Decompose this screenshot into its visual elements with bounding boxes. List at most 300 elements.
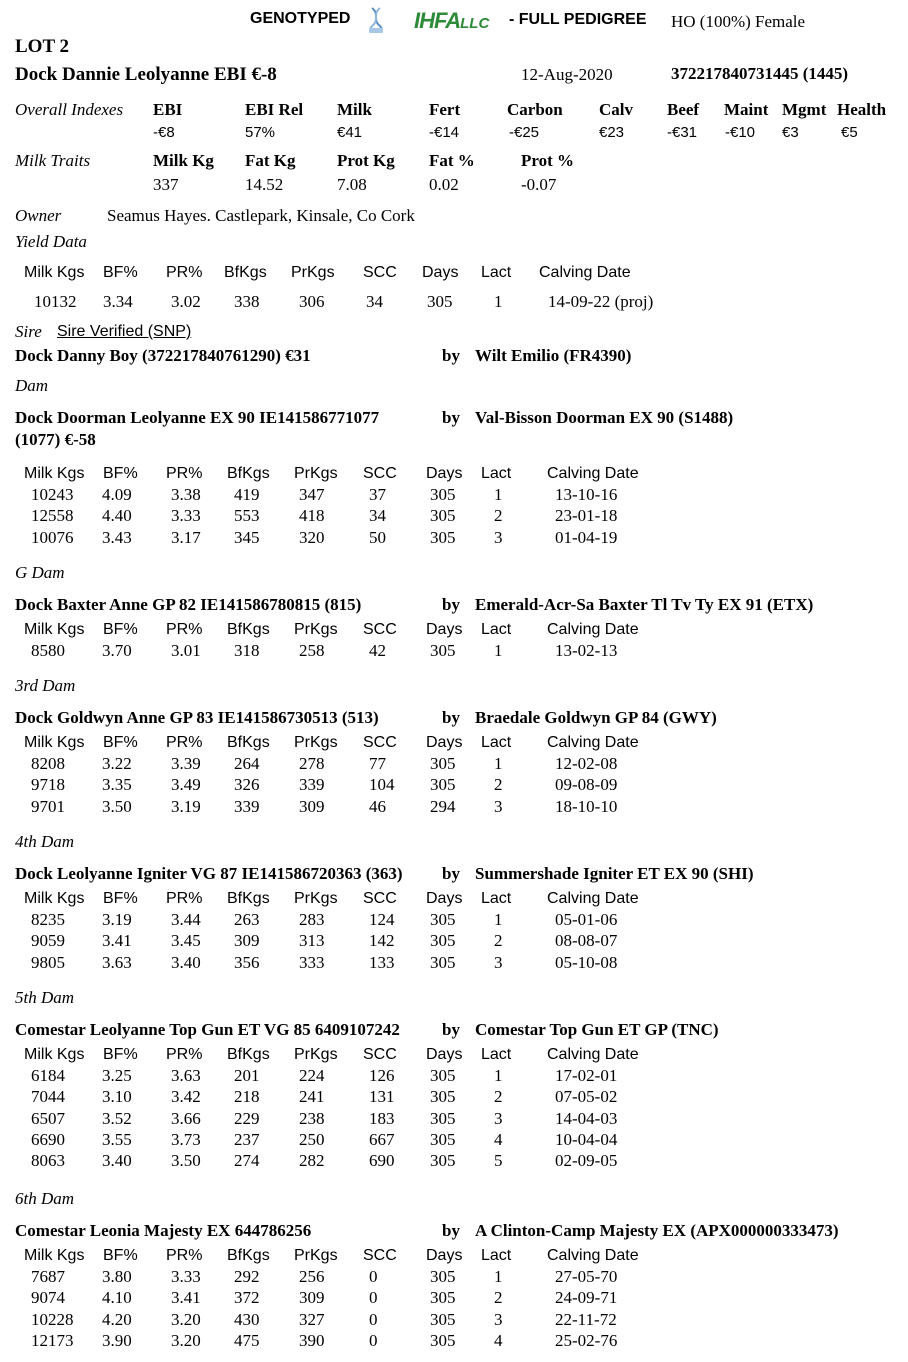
col-header-scc: SCC xyxy=(363,465,397,482)
milk-traits-label: Milk Traits xyxy=(15,151,91,170)
cell-pr-pct: 3.39 xyxy=(171,754,201,773)
cell-bf-kgs: 430 xyxy=(234,1310,260,1329)
trait-header: Fat Kg xyxy=(245,151,296,170)
index-header: Fert xyxy=(429,100,461,119)
index-value: -€31 xyxy=(667,124,698,141)
col-header-milk-kgs: Milk Kgs xyxy=(24,465,85,482)
cell-bf-pct: 3.80 xyxy=(102,1267,132,1286)
cell-pr-kgs: 320 xyxy=(299,528,325,547)
cell-scc: 133 xyxy=(369,953,395,972)
cell-lact: 1 xyxy=(494,292,503,311)
cell-bf-kgs: 338 xyxy=(234,292,260,311)
cell-calving-date: 10-04-04 xyxy=(555,1130,618,1149)
ancestor-label: 4th Dam xyxy=(15,832,75,851)
col-header-bf-pct: BF% xyxy=(103,1247,138,1264)
cell-pr-kgs: 256 xyxy=(299,1267,325,1286)
cell-calving-date: 07-05-02 xyxy=(555,1087,618,1106)
col-header-days: Days xyxy=(426,890,463,907)
trait-header: Prot Kg xyxy=(337,151,395,170)
cell-days: 305 xyxy=(430,1267,456,1286)
ancestor-parent: Comestar Top Gun ET GP (TNC) xyxy=(475,1020,719,1039)
cell-bf-kgs: 263 xyxy=(234,910,260,929)
cell-days: 305 xyxy=(430,1288,456,1307)
cell-lact: 1 xyxy=(494,1066,503,1085)
cell-bf-kgs: 264 xyxy=(234,754,260,773)
cell-milk-kgs: 8235 xyxy=(31,910,65,929)
cell-calving-date: 24-09-71 xyxy=(555,1288,618,1307)
col-header-calving-date: Calving Date xyxy=(547,465,639,482)
index-value: €23 xyxy=(599,124,625,141)
col-header-scc: SCC xyxy=(363,734,397,751)
col-header-lact: Lact xyxy=(481,1247,512,1264)
cell-scc: 690 xyxy=(369,1151,395,1170)
trait-value: 0.02 xyxy=(429,175,459,194)
cell-pr-kgs: 313 xyxy=(299,931,325,950)
cell-bf-pct: 3.43 xyxy=(102,528,132,547)
cell-bf-kgs: 229 xyxy=(234,1109,260,1128)
col-header-pr-kgs: PrKgs xyxy=(294,1247,338,1264)
ancestor-parent: Val-Bisson Doorman EX 90 (S1488) xyxy=(475,408,734,427)
cell-pr-kgs: 238 xyxy=(299,1109,325,1128)
index-header: EBI xyxy=(153,100,183,119)
index-value: -€25 xyxy=(509,124,540,141)
cell-bf-pct: 3.35 xyxy=(102,775,132,794)
col-header-pr-kgs: PrKgs xyxy=(294,734,338,751)
cell-pr-pct: 3.20 xyxy=(171,1331,201,1350)
cell-bf-kgs: 553 xyxy=(234,506,260,525)
index-value: -€14 xyxy=(429,124,460,141)
sire-parent: Wilt Emilio (FR4390) xyxy=(475,346,632,365)
cell-days: 305 xyxy=(430,1130,456,1149)
cell-pr-pct: 3.40 xyxy=(171,953,201,972)
cell-days: 305 xyxy=(430,1109,456,1128)
ancestor-name: Dock Goldwyn Anne GP 83 IE141586730513 (513) xyxy=(15,708,379,727)
cell-scc: 34 xyxy=(369,506,386,525)
cell-pr-kgs: 283 xyxy=(299,910,325,929)
animal-tag: 372217840731445 (1445) xyxy=(671,64,849,83)
ancestor-by: by xyxy=(442,708,460,727)
col-header-milk-kgs: Milk Kgs xyxy=(24,734,85,751)
cell-pr-kgs: 347 xyxy=(299,485,325,504)
col-header-milk-kgs: Milk Kgs xyxy=(24,1046,85,1063)
col-header-pr-pct: PR% xyxy=(166,1046,203,1063)
col-header-bf-pct: BF% xyxy=(103,1046,138,1063)
ancestor-parent: A Clinton-Camp Majesty EX (APX000000333473) xyxy=(475,1221,839,1240)
col-header-calving-date: Calving Date xyxy=(547,734,639,751)
cell-pr-kgs: 250 xyxy=(299,1130,325,1149)
cell-lact: 1 xyxy=(494,1267,503,1286)
cell-lact: 3 xyxy=(494,528,503,547)
cell-pr-pct: 3.38 xyxy=(171,485,201,504)
cell-days: 294 xyxy=(430,797,456,816)
col-header-calving-date: Calving Date xyxy=(539,264,631,281)
cell-bf-pct: 4.40 xyxy=(102,506,132,525)
cell-calving-date: 05-10-08 xyxy=(555,953,618,972)
cell-scc: 50 xyxy=(369,528,386,547)
cell-milk-kgs: 10228 xyxy=(31,1310,74,1329)
cell-pr-kgs: 390 xyxy=(299,1331,325,1350)
cell-calving-date: 02-09-05 xyxy=(555,1151,618,1170)
index-header: Maint xyxy=(724,100,769,119)
ancestor-label: 5th Dam xyxy=(15,988,75,1007)
cell-pr-pct: 3.20 xyxy=(171,1310,201,1329)
col-header-scc: SCC xyxy=(363,621,397,638)
cell-bf-pct: 3.50 xyxy=(102,797,132,816)
cell-bf-kgs: 237 xyxy=(234,1130,260,1149)
cell-pr-pct: 3.17 xyxy=(171,528,201,547)
cell-bf-kgs: 201 xyxy=(234,1066,260,1085)
col-header-pr-pct: PR% xyxy=(166,890,203,907)
col-header-bf-kgs: BfKgs xyxy=(224,264,267,281)
cell-milk-kgs: 10076 xyxy=(31,528,74,547)
col-header-bf-pct: BF% xyxy=(103,890,138,907)
cell-days: 305 xyxy=(430,485,456,504)
col-header-bf-kgs: BfKgs xyxy=(227,734,270,751)
col-header-bf-kgs: BfKgs xyxy=(227,890,270,907)
cell-scc: 0 xyxy=(369,1310,378,1329)
sire-name: Dock Danny Boy (372217840761290) €31 xyxy=(15,346,311,365)
cell-calving-date: 05-01-06 xyxy=(555,910,618,929)
cell-milk-kgs: 10132 xyxy=(34,292,77,311)
cell-lact: 3 xyxy=(494,953,503,972)
cell-calving-date: 25-02-76 xyxy=(555,1331,618,1350)
cell-milk-kgs: 6690 xyxy=(31,1130,65,1149)
cell-milk-kgs: 8580 xyxy=(31,641,65,660)
cell-bf-kgs: 345 xyxy=(234,528,260,547)
cell-days: 305 xyxy=(430,931,456,950)
col-header-lact: Lact xyxy=(481,621,512,638)
index-header: Milk xyxy=(337,100,372,119)
col-header-lact: Lact xyxy=(481,1046,512,1063)
col-header-days: Days xyxy=(422,264,459,281)
cell-scc: 42 xyxy=(369,641,386,660)
report-date: 12-Aug-2020 xyxy=(521,65,613,84)
trait-value: 337 xyxy=(153,175,179,194)
cell-calving-date: 27-05-70 xyxy=(555,1267,618,1286)
col-header-milk-kgs: Milk Kgs xyxy=(24,621,85,638)
sire-label: Sire xyxy=(15,322,42,341)
cell-lact: 4 xyxy=(494,1331,503,1350)
index-value: €5 xyxy=(841,124,858,141)
cell-pr-kgs: 418 xyxy=(299,506,325,525)
col-header-bf-kgs: BfKgs xyxy=(227,1247,270,1264)
cell-days: 305 xyxy=(430,775,456,794)
cell-scc: 0 xyxy=(369,1288,378,1307)
ancestor-name-cont: (1077) €-58 xyxy=(15,430,96,449)
col-header-pr-pct: PR% xyxy=(166,1247,203,1264)
col-header-scc: SCC xyxy=(363,890,397,907)
cell-pr-kgs: 278 xyxy=(299,754,325,773)
cell-pr-kgs: 224 xyxy=(299,1066,325,1085)
cell-days: 305 xyxy=(430,1066,456,1085)
col-header-pr-kgs: PrKgs xyxy=(294,1046,338,1063)
cell-calving-date: 17-02-01 xyxy=(555,1066,618,1085)
cell-calving-date: 14-09-22 (proj) xyxy=(548,292,654,311)
col-header-calving-date: Calving Date xyxy=(547,1046,639,1063)
ihfa-logo xyxy=(414,8,489,34)
col-header-calving-date: Calving Date xyxy=(547,1247,639,1264)
cell-pr-kgs: 333 xyxy=(299,953,325,972)
cell-scc: 37 xyxy=(369,485,386,504)
col-header-bf-pct: BF% xyxy=(103,264,138,281)
cell-pr-pct: 3.49 xyxy=(171,775,201,794)
col-header-scc: SCC xyxy=(363,1046,397,1063)
ancestor-by: by xyxy=(442,408,460,427)
ancestor-name: Comestar Leolyanne Top Gun ET VG 85 6409107242 xyxy=(15,1020,400,1039)
cell-milk-kgs: 6507 xyxy=(31,1109,65,1128)
cell-bf-pct: 3.40 xyxy=(102,1151,132,1170)
index-header: Health xyxy=(837,100,887,119)
cell-scc: 124 xyxy=(369,910,395,929)
col-header-lact: Lact xyxy=(481,264,512,281)
owner-label: Owner xyxy=(15,206,62,225)
col-header-milk-kgs: Milk Kgs xyxy=(24,890,85,907)
sire-by: by xyxy=(442,346,460,365)
lot-number: LOT 2 xyxy=(15,36,70,57)
cell-bf-pct: 3.70 xyxy=(102,641,132,660)
cell-lact: 3 xyxy=(494,1310,503,1329)
cell-calving-date: 14-04-03 xyxy=(555,1109,618,1128)
cell-bf-pct: 3.55 xyxy=(102,1130,132,1149)
cell-calving-date: 01-04-19 xyxy=(555,528,618,547)
cell-days: 305 xyxy=(430,1087,456,1106)
cell-milk-kgs: 9805 xyxy=(31,953,65,972)
cell-lact: 3 xyxy=(494,797,503,816)
ancestor-name: Dock Baxter Anne GP 82 IE141586780815 (815) xyxy=(15,595,362,614)
cell-bf-pct: 3.22 xyxy=(102,754,132,773)
cell-pr-pct: 3.19 xyxy=(171,797,201,816)
cell-calving-date: 13-10-16 xyxy=(555,485,618,504)
index-value: -€10 xyxy=(725,124,756,141)
col-header-pr-pct: PR% xyxy=(166,264,203,281)
cell-bf-kgs: 419 xyxy=(234,485,260,504)
full-pedigree-label: - FULL PEDIGREE xyxy=(509,11,647,28)
col-header-bf-pct: BF% xyxy=(103,734,138,751)
ancestor-by: by xyxy=(442,1020,460,1039)
cell-calving-date: 22-11-72 xyxy=(555,1310,617,1329)
trait-header: Fat % xyxy=(429,151,475,170)
index-value: €41 xyxy=(337,124,363,141)
cell-pr-pct: 3.33 xyxy=(171,506,201,525)
cell-milk-kgs: 6184 xyxy=(31,1066,65,1085)
cell-days: 305 xyxy=(430,754,456,773)
index-header: Beef xyxy=(667,100,700,119)
cell-scc: 183 xyxy=(369,1109,395,1128)
cell-lact: 1 xyxy=(494,641,503,660)
cell-milk-kgs: 7687 xyxy=(31,1267,65,1286)
cell-scc: 126 xyxy=(369,1066,395,1085)
cell-days: 305 xyxy=(430,910,456,929)
cell-milk-kgs: 12558 xyxy=(31,506,74,525)
cell-lact: 3 xyxy=(494,1109,503,1128)
cell-days: 305 xyxy=(430,1151,456,1170)
cell-scc: 104 xyxy=(369,775,395,794)
ancestor-parent: Summershade Igniter ET EX 90 (SHI) xyxy=(475,864,754,883)
index-value: €3 xyxy=(782,124,799,141)
cell-lact: 1 xyxy=(494,485,503,504)
cell-pr-pct: 3.45 xyxy=(171,931,201,950)
cell-pr-pct: 3.41 xyxy=(171,1288,201,1307)
col-header-pr-pct: PR% xyxy=(166,621,203,638)
cell-bf-pct: 3.52 xyxy=(102,1109,132,1128)
index-header: Mgmt xyxy=(782,100,827,119)
ancestor-name: Dock Doorman Leolyanne EX 90 IE141586771077 xyxy=(15,408,380,427)
cell-pr-pct: 3.02 xyxy=(171,292,201,311)
ihfa-logo-text: IHFA xyxy=(414,8,461,33)
col-header-milk-kgs: Milk Kgs xyxy=(24,1247,85,1264)
col-header-days: Days xyxy=(426,1046,463,1063)
col-header-bf-pct: BF% xyxy=(103,465,138,482)
cell-scc: 77 xyxy=(369,754,386,773)
ancestor-label: Dam xyxy=(15,376,49,395)
yield-data-label: Yield Data xyxy=(15,232,87,251)
cell-bf-pct: 3.34 xyxy=(103,292,133,311)
cell-bf-kgs: 318 xyxy=(234,641,260,660)
ancestor-by: by xyxy=(442,1221,460,1240)
ancestor-name: Comestar Leonia Majesty EX 644786256 xyxy=(15,1221,312,1240)
index-header: EBI Rel xyxy=(245,100,304,119)
cell-bf-pct: 4.20 xyxy=(102,1310,132,1329)
cell-bf-kgs: 292 xyxy=(234,1267,260,1286)
cell-bf-pct: 4.09 xyxy=(102,485,132,504)
cell-pr-kgs: 258 xyxy=(299,641,325,660)
cell-scc: 142 xyxy=(369,931,395,950)
cell-bf-pct: 3.63 xyxy=(102,953,132,972)
cell-pr-kgs: 282 xyxy=(299,1151,325,1170)
cell-milk-kgs: 10243 xyxy=(31,485,74,504)
col-header-days: Days xyxy=(426,734,463,751)
cell-pr-pct: 3.42 xyxy=(171,1087,201,1106)
overall-indexes-label: Overall Indexes xyxy=(15,100,124,119)
ancestor-label: 6th Dam xyxy=(15,1189,75,1208)
cell-lact: 1 xyxy=(494,754,503,773)
trait-value: 14.52 xyxy=(245,175,284,194)
cell-pr-kgs: 327 xyxy=(299,1310,325,1329)
cell-calving-date: 08-08-07 xyxy=(555,931,618,950)
cell-scc: 131 xyxy=(369,1087,395,1106)
breed-sex: HO (100%) Female xyxy=(671,12,806,31)
index-value: 57% xyxy=(245,124,276,141)
ancestor-parent: Emerald-Acr-Sa Baxter Tl Tv Ty EX 91 (ETX) xyxy=(475,595,814,614)
col-header-days: Days xyxy=(426,621,463,638)
col-header-pr-pct: PR% xyxy=(166,734,203,751)
col-header-pr-kgs: PrKgs xyxy=(294,890,338,907)
col-header-calving-date: Calving Date xyxy=(547,621,639,638)
cell-bf-kgs: 274 xyxy=(234,1151,260,1170)
col-header-pr-kgs: PrKgs xyxy=(291,264,335,281)
trait-header: Milk Kg xyxy=(153,151,214,170)
col-header-lact: Lact xyxy=(481,465,512,482)
cell-bf-pct: 3.10 xyxy=(102,1087,132,1106)
col-header-bf-kgs: BfKgs xyxy=(227,621,270,638)
cell-pr-kgs: 309 xyxy=(299,797,325,816)
cell-pr-pct: 3.66 xyxy=(171,1109,201,1128)
cell-milk-kgs: 9074 xyxy=(31,1288,65,1307)
cell-pr-kgs: 306 xyxy=(299,292,325,311)
cell-lact: 2 xyxy=(494,1087,503,1106)
cell-bf-pct: 4.10 xyxy=(102,1288,132,1307)
trait-value: 7.08 xyxy=(337,175,367,194)
cell-bf-pct: 3.19 xyxy=(102,910,132,929)
cell-bf-kgs: 372 xyxy=(234,1288,260,1307)
cell-days: 305 xyxy=(430,641,456,660)
col-header-calving-date: Calving Date xyxy=(547,890,639,907)
cell-scc: 46 xyxy=(369,797,386,816)
cell-bf-kgs: 475 xyxy=(234,1331,260,1350)
ancestor-by: by xyxy=(442,595,460,614)
ancestor-label: G Dam xyxy=(15,563,65,582)
cell-milk-kgs: 9059 xyxy=(31,931,65,950)
col-header-bf-kgs: BfKgs xyxy=(227,1046,270,1063)
cell-milk-kgs: 12173 xyxy=(31,1331,74,1350)
cell-bf-pct: 3.25 xyxy=(102,1066,132,1085)
cell-pr-pct: 3.73 xyxy=(171,1130,201,1149)
cell-lact: 5 xyxy=(494,1151,503,1170)
cell-milk-kgs: 9718 xyxy=(31,775,65,794)
col-header-pr-kgs: PrKgs xyxy=(294,465,338,482)
cell-scc: 0 xyxy=(369,1331,378,1350)
cell-lact: 2 xyxy=(494,931,503,950)
index-header: Calv xyxy=(599,100,633,119)
cell-lact: 4 xyxy=(494,1130,503,1149)
col-header-scc: SCC xyxy=(363,1247,397,1264)
cell-bf-kgs: 218 xyxy=(234,1087,260,1106)
ancestor-label: 3rd Dam xyxy=(15,676,76,695)
ihfa-logo-suffix: LLC xyxy=(460,15,490,32)
cell-calving-date: 23-01-18 xyxy=(555,506,618,525)
dna-icon xyxy=(366,6,386,34)
cell-milk-kgs: 9701 xyxy=(31,797,65,816)
col-header-milk-kgs: Milk Kgs xyxy=(24,264,85,281)
cell-pr-pct: 3.63 xyxy=(171,1066,201,1085)
cell-scc: 667 xyxy=(369,1130,395,1149)
cell-lact: 1 xyxy=(494,910,503,929)
col-header-lact: Lact xyxy=(481,890,512,907)
cell-pr-pct: 3.44 xyxy=(171,910,201,929)
col-header-bf-pct: BF% xyxy=(103,621,138,638)
ancestor-name: Dock Leolyanne Igniter VG 87 IE141586720363 (363) xyxy=(15,864,403,883)
cell-scc: 0 xyxy=(369,1267,378,1286)
col-header-days: Days xyxy=(426,1247,463,1264)
cell-calving-date: 18-10-10 xyxy=(555,797,618,816)
cell-pr-pct: 3.50 xyxy=(171,1151,201,1170)
col-header-days: Days xyxy=(426,465,463,482)
cell-pr-pct: 3.33 xyxy=(171,1267,201,1286)
cell-pr-kgs: 241 xyxy=(299,1087,325,1106)
index-header: Carbon xyxy=(507,100,563,119)
cell-calving-date: 12-02-08 xyxy=(555,754,618,773)
cell-milk-kgs: 8063 xyxy=(31,1151,65,1170)
cell-pr-kgs: 339 xyxy=(299,775,325,794)
col-header-pr-pct: PR% xyxy=(166,465,203,482)
cell-lact: 2 xyxy=(494,775,503,794)
cell-days: 305 xyxy=(430,506,456,525)
owner-value: Seamus Hayes. Castlepark, Kinsale, Co Cork xyxy=(107,206,415,225)
cell-scc: 34 xyxy=(366,292,383,311)
cell-milk-kgs: 7044 xyxy=(31,1087,65,1106)
sire-verified-link[interactable]: Sire Verified (SNP) xyxy=(57,323,192,340)
animal-name: Dock Dannie Leolyanne EBI €-8 xyxy=(15,64,277,85)
cell-calving-date: 13-02-13 xyxy=(555,641,618,660)
cell-bf-pct: 3.41 xyxy=(102,931,132,950)
cell-days: 305 xyxy=(430,1331,456,1350)
cell-days: 305 xyxy=(430,1310,456,1329)
cell-bf-pct: 3.90 xyxy=(102,1331,132,1350)
cell-pr-kgs: 309 xyxy=(299,1288,325,1307)
cell-lact: 2 xyxy=(494,506,503,525)
col-header-bf-kgs: BfKgs xyxy=(227,465,270,482)
cell-days: 305 xyxy=(430,528,456,547)
